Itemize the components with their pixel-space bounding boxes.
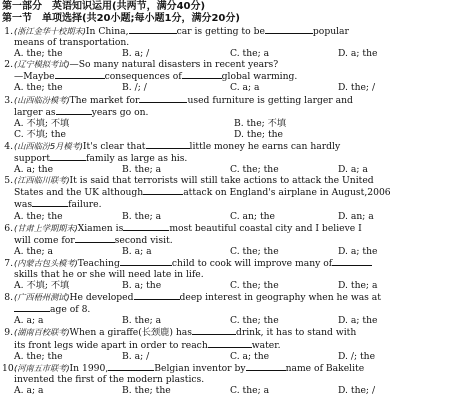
question-line xyxy=(2,362,448,374)
question-number: 6. xyxy=(4,222,13,234)
question-text: car is getting to be xyxy=(176,26,265,37)
question-text: global warming. xyxy=(221,71,298,83)
answer-option: D. the; / xyxy=(338,384,376,396)
question-text: second visit. xyxy=(114,234,173,246)
answer-option: A. a; a xyxy=(14,315,44,327)
answer-option: C. a; the xyxy=(230,350,270,362)
answer-blank xyxy=(265,25,313,34)
question-source: (湖南百校联考) xyxy=(14,327,70,338)
question-line xyxy=(2,234,448,246)
answer-option: A. 不填; 不填 xyxy=(14,280,70,292)
answer-option: A. the; a xyxy=(14,245,54,257)
question-text: was xyxy=(14,199,33,211)
answer-blank xyxy=(14,303,50,312)
answer-blank xyxy=(182,70,222,79)
question-text: It is said that terrorists will still take actions to attack the United xyxy=(69,175,374,187)
section-heading: 第一节 单项选择(共20小题;每小题1分，满分20分) xyxy=(2,13,240,24)
question-text: water. xyxy=(251,339,281,351)
answer-option: B. the; a xyxy=(122,210,162,222)
question-text: family as large as his. xyxy=(86,153,188,165)
answer-option: C. the; the xyxy=(230,315,279,327)
answer-option: A. the; the xyxy=(14,210,63,222)
answer-option: B. a; / xyxy=(122,48,150,60)
answer-blank xyxy=(208,339,252,348)
question-line xyxy=(2,222,448,234)
answer-blank xyxy=(129,25,177,34)
answer-option: C. the; a xyxy=(230,384,270,396)
question-text: —So many natural disasters in recent years? xyxy=(69,59,279,71)
question-text: Belgian inventor by xyxy=(154,362,246,374)
question-source: (山西临汾模考) xyxy=(14,94,70,105)
answer-blank xyxy=(108,362,154,371)
question-text: In 1990, xyxy=(69,362,109,374)
question-text: He developed xyxy=(69,292,134,304)
answer-options xyxy=(2,351,448,362)
answer-option: B. a; a xyxy=(122,245,152,257)
question-text: deep interest in geography when he was at xyxy=(179,292,381,304)
answer-blank xyxy=(134,291,180,300)
question-number: 4. xyxy=(4,140,13,152)
question-number: 3. xyxy=(4,94,13,106)
question-text: most beautiful coastal city and I believe I xyxy=(169,222,362,234)
question-source: (甘肃上学期期末) xyxy=(14,222,78,233)
answer-option: B. the; a xyxy=(122,315,162,327)
question-number: 7. xyxy=(4,257,13,269)
answer-option: D. a; the xyxy=(338,245,378,257)
question-number: 9. xyxy=(4,327,13,339)
answer-blank xyxy=(120,257,172,266)
question-line xyxy=(2,106,448,118)
question-text: its front legs wide apart in order to reach xyxy=(14,339,208,351)
question-line xyxy=(2,152,448,164)
question xyxy=(2,222,448,257)
question xyxy=(2,140,448,175)
answer-blank xyxy=(139,94,187,103)
answer-blank xyxy=(55,70,105,79)
question-text: skills that he or she will need late in life. xyxy=(14,268,204,280)
answer-options xyxy=(2,211,448,222)
question-source: (河南五市联考) xyxy=(14,362,70,373)
answer-options xyxy=(2,246,448,257)
question-line xyxy=(2,94,448,106)
answer-option: B. the; 不填 xyxy=(234,117,287,129)
answer-option: A. a; a xyxy=(14,384,44,396)
question-text: consequences of xyxy=(104,71,182,83)
question-text: attack on England's airplane in August,2006 xyxy=(183,187,391,199)
answer-options xyxy=(2,280,448,291)
question-text: failure. xyxy=(68,199,102,211)
question xyxy=(2,175,448,221)
question xyxy=(2,25,448,59)
answer-option: C. an; the xyxy=(230,210,275,222)
answer-option: B. a; / xyxy=(122,350,150,362)
answer-options xyxy=(2,48,448,59)
question-text: little money he earns can hardly xyxy=(189,140,341,152)
answer-option: C. 不填; the xyxy=(14,128,66,140)
question-list xyxy=(2,25,448,396)
answer-option: A. the; the xyxy=(14,350,63,362)
question-text: Teaching xyxy=(77,257,120,269)
question-text: years go on. xyxy=(91,106,149,118)
question-text: Xiamen is xyxy=(77,222,124,234)
question-number: 10. xyxy=(2,362,17,374)
question-text: larger as xyxy=(14,106,56,118)
answer-option: D. a; the xyxy=(338,48,378,60)
answer-options xyxy=(2,129,448,140)
answer-options xyxy=(2,385,448,396)
question-text: It's clear that xyxy=(82,140,146,152)
question-line xyxy=(2,291,448,303)
question-line xyxy=(2,303,448,315)
answer-option: A. the; the xyxy=(14,48,63,60)
question-line xyxy=(2,140,448,152)
answer-option: D. a; a xyxy=(338,164,368,176)
question-line xyxy=(2,186,448,198)
question-text: used furniture is getting larger and xyxy=(187,94,353,106)
question-source: (浙江金华十校期末) xyxy=(14,26,86,36)
answer-option: C. a; a xyxy=(230,82,260,94)
answer-option: D. the; / xyxy=(338,82,376,94)
answer-blank xyxy=(332,257,372,266)
answer-option: C. the; the xyxy=(230,164,279,176)
answer-blank xyxy=(56,106,92,115)
answer-option: C. the; the xyxy=(230,280,279,292)
question-text: support xyxy=(14,153,51,165)
question xyxy=(2,257,448,291)
answer-options xyxy=(2,315,448,326)
question-number: 8. xyxy=(4,292,13,304)
question-source: (江西临川联考) xyxy=(14,175,70,186)
answer-option: D. a; the xyxy=(338,315,378,327)
answer-option: D. the; the xyxy=(234,128,283,140)
question-text: child to cook will improve many of xyxy=(171,257,333,269)
question xyxy=(2,362,448,396)
question-source: (内蒙古包头模考) xyxy=(14,257,78,268)
answer-blank xyxy=(32,198,68,207)
question-text: name of Bakelite xyxy=(285,362,365,374)
exam-page xyxy=(2,1,448,396)
question xyxy=(2,326,448,361)
question-number: 2. xyxy=(4,59,13,71)
question-text: In China, xyxy=(85,26,129,37)
question-line xyxy=(2,37,448,48)
answer-option: B. /; / xyxy=(122,82,147,94)
question-text: means of transportation. xyxy=(14,37,130,49)
answer-options xyxy=(2,164,448,175)
question-line xyxy=(2,175,448,186)
answer-option: D. an; a xyxy=(338,210,374,222)
answer-option: B. the; a xyxy=(122,164,162,176)
question-line xyxy=(2,198,448,210)
question xyxy=(2,94,448,140)
answer-blank xyxy=(50,152,86,161)
answer-blank xyxy=(123,222,169,231)
question-source: (山西临汾5月模考) xyxy=(14,140,83,151)
answer-blank xyxy=(246,362,286,371)
answer-blank xyxy=(143,186,183,195)
answer-options xyxy=(2,82,448,93)
question-source: (广西梧州测试) xyxy=(14,292,70,303)
answer-blank xyxy=(146,140,190,149)
question-text: States and the UK although xyxy=(14,187,144,199)
question-text: drink, it has to stand with xyxy=(235,327,357,339)
question-line xyxy=(2,59,448,70)
question-text: popular xyxy=(312,26,349,37)
question-text: When a giraffe(长颈鹿) has xyxy=(69,327,192,339)
question-line xyxy=(2,326,448,338)
question-number: 5. xyxy=(4,175,13,187)
question-text: The market for xyxy=(69,94,140,106)
question-line xyxy=(2,25,448,37)
question xyxy=(2,291,448,326)
answer-option: D. the; a xyxy=(338,280,378,292)
answer-option: B. the; the xyxy=(122,384,171,396)
answer-options xyxy=(2,118,448,129)
answer-option: A. the; the xyxy=(14,82,63,94)
question-line xyxy=(2,70,448,82)
answer-option: C. the; a xyxy=(230,48,270,60)
question-text: —Maybe xyxy=(14,71,55,83)
question-number: 1. xyxy=(4,26,13,37)
question-text: invented the first of the modern plastics. xyxy=(14,373,205,385)
answer-option: A. 不填; 不填 xyxy=(14,117,70,129)
question-line xyxy=(2,374,448,385)
answer-option: C. the; the xyxy=(230,245,279,257)
question-line xyxy=(2,257,448,269)
part-heading: 第一部分 英语知识运用(共两节，满分40分) xyxy=(2,1,206,12)
question-source: (辽宁模拟考试) xyxy=(14,59,70,70)
answer-option: D. /; the xyxy=(338,350,376,362)
question-line xyxy=(2,339,448,351)
question-line xyxy=(2,269,448,280)
question-text: age of 8. xyxy=(50,304,91,316)
answer-blank xyxy=(192,326,236,335)
answer-blank xyxy=(75,234,115,243)
answer-option: A. a; the xyxy=(14,164,54,176)
question xyxy=(2,59,448,93)
question-text: will come for xyxy=(14,234,75,246)
answer-option: B. a; the xyxy=(122,280,162,292)
